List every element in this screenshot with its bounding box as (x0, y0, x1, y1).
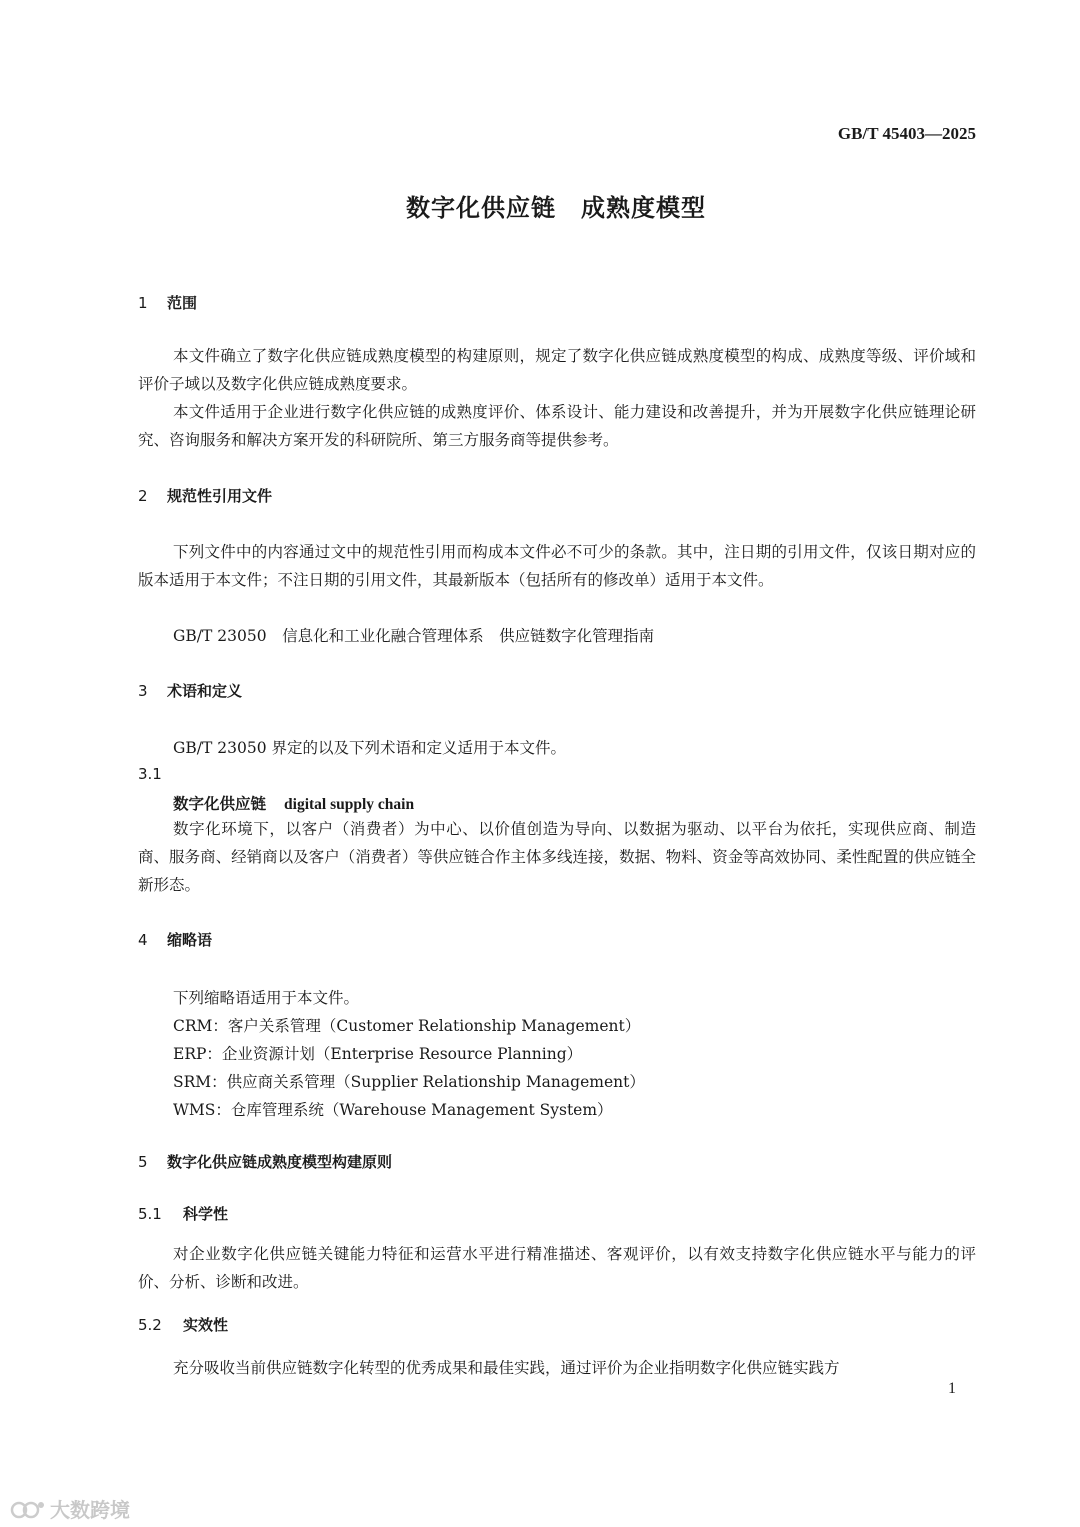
section-title: 数字化供应链成熟度模型构建原则 (167, 1153, 393, 1171)
section-3-heading (138, 680, 242, 701)
section-1-paragraph-1: 本文件确立了数字化供应链成熟度模型的构建原则，规定了数字化供应链成熟度模型的构成、成熟度等级、评价域和评价子域以及数字化供应链成熟度要求。 (138, 347, 976, 393)
section-title: 规范性引用文件 (167, 487, 273, 505)
section-title: 范围 (167, 294, 198, 312)
section-5-2-paragraph: 充分吸收当前供应链数字化转型的优秀成果和最佳实践，通过评价为企业指明数字化供应链实践方 (173, 1359, 840, 1377)
section-number: 3 (138, 682, 148, 700)
term-chinese: 数字化供应链 (173, 795, 267, 813)
watermark-text: 大数跨境 (50, 1498, 130, 1522)
abbreviation-item: CRM：客户关系管理（Customer Relationship Management） (173, 1017, 641, 1035)
term-entry (173, 792, 414, 814)
subsection-title: 实效性 (183, 1316, 229, 1334)
term-number: 3.1 (138, 765, 162, 783)
section-number: 2 (138, 487, 148, 505)
section-title: 缩略语 (167, 931, 213, 949)
abbreviation-item: SRM：供应商关系管理（Supplier Relationship Management） (173, 1073, 645, 1091)
subsection-title: 科学性 (183, 1205, 229, 1223)
section-number: 5 (138, 1153, 148, 1171)
subsection-number: 5.1 (138, 1205, 162, 1223)
term-english: digital supply chain (284, 796, 415, 813)
section-4-intro: 下列缩略语适用于本文件。 (173, 989, 360, 1007)
section-5-1-heading (138, 1203, 228, 1224)
term-definition: 数字化环境下，以客户（消费者）为中心、以价值创造为导向、以数据为驱动、以平台为依托，实现供应商、制造商、服务商、经销商以及客户（消费者）等供应链合作主体多线连接，数据、物料、资金等高效协同、柔性配置的供应链全新形态。 (138, 820, 976, 894)
section-2-paragraph: 下列文件中的内容通过文中的规范性引用而构成本文件必不可少的条款。其中，注日期的引用文件，仅该日期对应的版本适用于本文件；不注日期的引用文件，其最新版本（包括所有的修改单）适用于本文件。 (138, 543, 976, 589)
section-5-2-heading (138, 1314, 228, 1335)
section-2-heading (138, 485, 272, 506)
section-5-1-paragraph: 对企业数字化供应链关键能力特征和运营水平进行精准描述、客观评价，以有效支持数字化供应链水平与能力的评价、分析、诊断和改进。 (138, 1245, 976, 1291)
section-number: 4 (138, 931, 148, 949)
page-number: 1 (948, 1380, 956, 1397)
section-3-intro: GB/T 23050 界定的以及下列术语和定义适用于本文件。 (173, 739, 566, 757)
document-title: 数字化供应链 成熟度模型 (406, 194, 706, 222)
abbreviation-item: ERP：企业资源计划（Enterprise Resource Planning） (173, 1045, 583, 1063)
section-number: 1 (138, 294, 148, 312)
watermark-logo-icon (10, 1497, 46, 1521)
section-4-heading (138, 929, 212, 950)
section-1-paragraph-2: 本文件适用于企业进行数字化供应链的成熟度评价、体系设计、能力建设和改善提升，并为开展数字化供应链理论研究、咨询服务和解决方案开发的科研院所、第三方服务商等提供参考。 (138, 403, 976, 449)
section-5-heading (138, 1151, 392, 1172)
section-title: 术语和定义 (167, 682, 243, 700)
section-1-heading (138, 292, 197, 313)
normative-reference: GB/T 23050 信息化和工业化融合管理体系 供应链数字化管理指南 (173, 627, 655, 645)
subsection-number: 5.2 (138, 1316, 162, 1334)
abbreviation-item: WMS：仓库管理系统（Warehouse Management System） (173, 1101, 613, 1119)
standard-code: GB/T 45403—2025 (837, 124, 976, 143)
watermark (10, 1494, 130, 1523)
